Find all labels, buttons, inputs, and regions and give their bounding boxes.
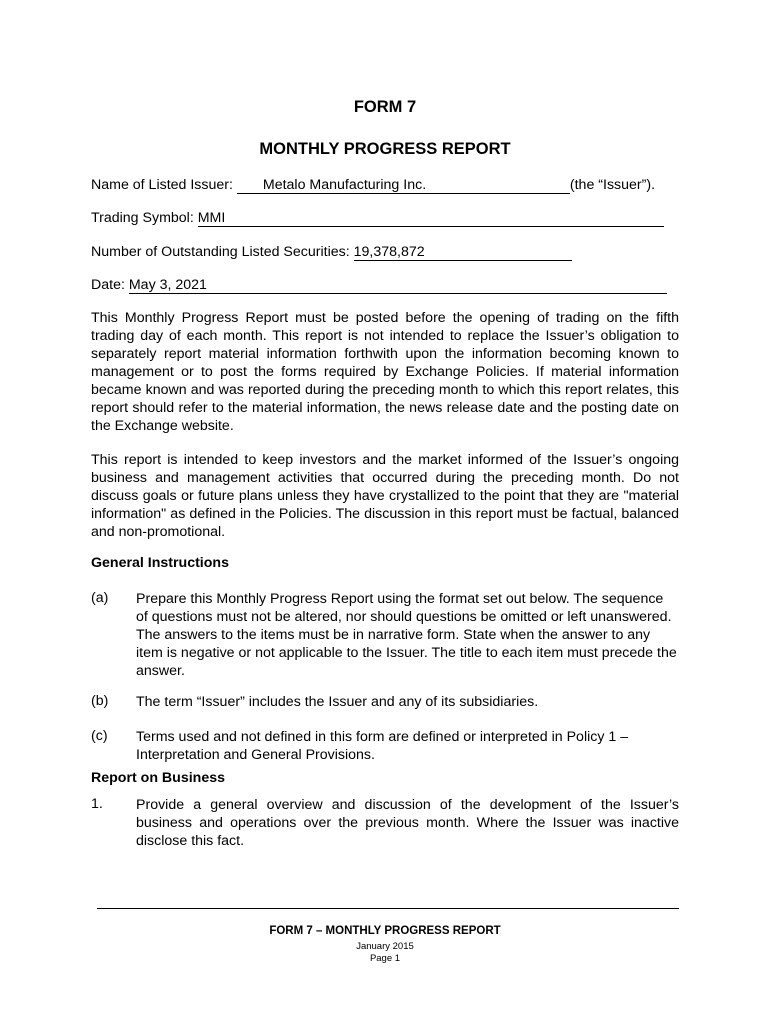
instruction-label-a: (a) bbox=[91, 590, 109, 606]
securities-field bbox=[91, 244, 572, 261]
footer-title: FORM 7 – MONTHLY PROGRESS REPORT bbox=[269, 925, 501, 937]
date-value-line bbox=[129, 278, 667, 294]
instruction-label-c: (c) bbox=[91, 728, 108, 744]
issuer-field bbox=[91, 177, 655, 194]
instruction-text-c: Terms used and not defined in this form are defined or interpreted in Policy 1 – Interpretation and General Provisions. bbox=[136, 729, 629, 763]
form-number: FORM 7 bbox=[353, 98, 417, 116]
footer-date: January 2015 bbox=[356, 941, 414, 952]
footer-divider bbox=[97, 908, 679, 909]
issuer-value: Metalo Manufacturing Inc. bbox=[262, 177, 427, 193]
footer-page-number: Page 1 bbox=[369, 953, 401, 964]
intro-paragraph-1: This Monthly Progress Report must be posted before the opening of trading on the fifth trading day of each month. This report is not intended to replace the Issuer’s obligation to separately report material information forthwith upon the information becoming known to management or to post the forms required by Exchange Policies. If material information became known and was reported during the preceding month to which this report relates, this report should refer to the material information, the news release date and the posting date on the Exchange website. bbox=[91, 310, 679, 434]
issuer-value-line bbox=[237, 178, 570, 194]
date-value: May 3, 2021 bbox=[128, 277, 207, 293]
symbol-field bbox=[91, 210, 664, 227]
instruction-text-b: The term “Issuer” includes the Issuer and any of its subsidiaries. bbox=[136, 694, 539, 710]
issuer-label: Name of Listed Issuer: bbox=[91, 177, 237, 193]
business-item-text-1: Provide a general overview and discussion of the development of the Issuer’s business and operations over the previous month. Where the Issuer was inactive disclose this fact. bbox=[136, 797, 679, 849]
securities-value: 19,378,872 bbox=[353, 244, 425, 260]
securities-label: Number of Outstanding Listed Securities: bbox=[91, 244, 354, 260]
report-title: MONTHLY PROGRESS REPORT bbox=[259, 140, 511, 158]
symbol-value: MMI bbox=[197, 210, 226, 226]
symbol-value-line bbox=[198, 211, 664, 227]
symbol-label: Trading Symbol: bbox=[91, 210, 198, 226]
securities-value-line bbox=[354, 245, 572, 261]
general-instructions-heading: General Instructions bbox=[91, 555, 229, 571]
date-label: Date: bbox=[91, 277, 129, 293]
issuer-suffix: (the “Issuer”). bbox=[569, 177, 656, 193]
date-field bbox=[91, 277, 667, 294]
instruction-label-b: (b) bbox=[91, 693, 109, 709]
report-on-business-heading: Report on Business bbox=[91, 770, 226, 786]
intro-paragraph-2: This report is intended to keep investors and the market informed of the Issuer’s ongoing business and management activities that occurred during the preceding month. Do not discuss goals or future plans unless they have crystallized to the point that they are "material information" as defined in the Policies. The discussion in this report must be factual, balanced and non-promotional. bbox=[91, 452, 679, 540]
business-item-label-1: 1. bbox=[91, 796, 103, 812]
instruction-text-a: Prepare this Monthly Progress Report using the format set out below. The sequence of questions must not be altered, nor should questions be omitted or left unanswered. The answers to the items must be in narrative form. State when the answer to any item is negative or not applicable to the Issuer. The title to each item must precede the answer. bbox=[136, 591, 677, 679]
